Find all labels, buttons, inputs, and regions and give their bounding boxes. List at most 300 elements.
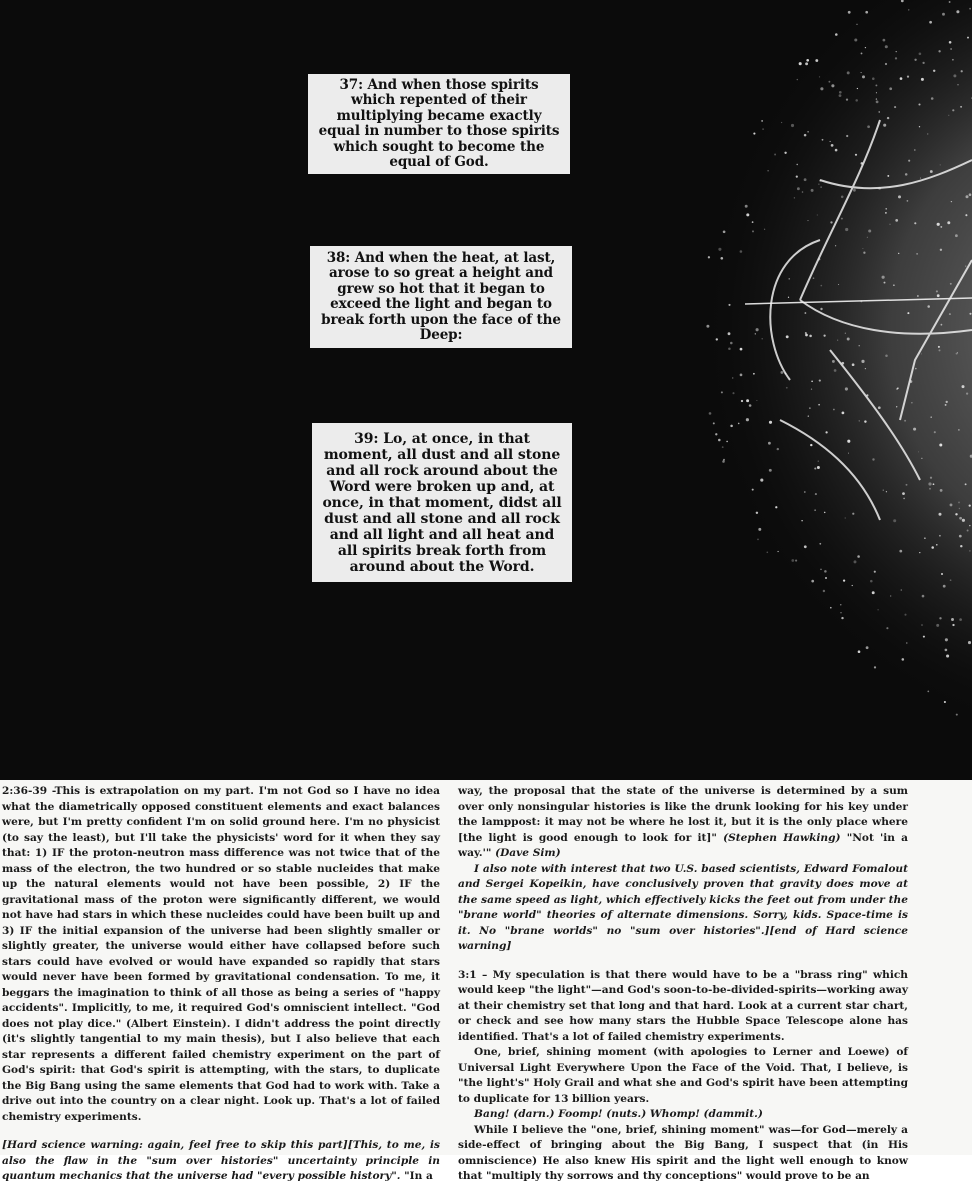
speckle <box>918 451 919 452</box>
speckle <box>840 612 841 613</box>
speckle <box>720 257 723 260</box>
speckle <box>752 221 754 223</box>
speckle <box>730 342 733 345</box>
commentary-3-1: 3:1 – My speculation is that there would have to be a "brass ring" which would keep "the light"—and God's soon-to-be-divided-spirits—working away at their chemistry set that long and that hard. Look at a current star chart, or check and see how many stars the Hubble Space Telescope alone has identified. That's a lot of failed chemistry experiments. <box>458 968 908 1043</box>
speckle <box>797 187 800 190</box>
speckle <box>924 537 926 539</box>
bang-line <box>458 1107 908 1123</box>
speckle <box>838 284 839 285</box>
speckle <box>919 52 922 55</box>
speckle <box>784 152 786 154</box>
sim-quote: "Not 'in a way.'" <box>458 831 908 859</box>
speckle <box>818 461 819 462</box>
speckle <box>813 277 815 279</box>
speckle <box>839 91 842 94</box>
speckle <box>811 580 814 583</box>
speckle <box>756 400 757 401</box>
speckle <box>903 498 905 500</box>
speckle <box>830 221 832 223</box>
speckle <box>943 585 946 588</box>
side-effect-paragraph: While I believe the "one, brief, shining moment" was—for God—merely a side-effect of bringing about the Big Bang, I suspect that (in His omniscience) He also knew His spirit and the light well enough to know that "multiply thy sorrows and thy conceptions" would prove to be an <box>458 1123 908 1182</box>
speckle <box>761 120 763 122</box>
speckle <box>842 412 845 415</box>
speckle <box>780 371 783 374</box>
speckle <box>940 226 942 228</box>
speckle <box>875 84 877 86</box>
speckle <box>722 446 724 448</box>
speckle <box>801 520 802 521</box>
speckle <box>804 178 807 181</box>
speckle <box>818 404 820 406</box>
speckle <box>761 338 762 339</box>
speckle <box>967 530 969 532</box>
speckle <box>863 252 865 254</box>
speckle <box>841 218 843 220</box>
speckle <box>908 160 910 162</box>
speckle <box>949 41 952 44</box>
speckle <box>896 51 897 52</box>
speckle <box>786 387 788 389</box>
speckle <box>921 353 922 354</box>
speckle <box>831 144 834 147</box>
speckle <box>876 92 877 93</box>
speckle <box>927 133 928 134</box>
speckle <box>865 368 866 369</box>
speckle <box>730 425 733 428</box>
speckle <box>953 74 956 77</box>
speckle <box>965 266 966 267</box>
speckle <box>893 284 895 286</box>
speckle <box>811 189 814 192</box>
speckle <box>718 248 721 251</box>
hawking-quote: way, the proposal that the state of the universe is determined by a sum over only nonsingular histories is like the drunk looking for his key under the lamppost: it may not be where he lost it, but it is the only place where [the light is good enough to look for it]" <box>458 785 908 844</box>
speckle <box>936 624 939 627</box>
speckle <box>898 195 901 198</box>
speckle <box>969 525 970 526</box>
speckle <box>824 570 827 573</box>
speckle <box>708 256 710 258</box>
speckle <box>930 170 933 173</box>
speckle <box>753 373 755 375</box>
speckle <box>847 440 850 443</box>
speckle <box>755 333 756 334</box>
speckle <box>946 654 949 657</box>
speckle <box>950 579 952 581</box>
speckle <box>933 483 935 485</box>
speckle <box>794 197 795 198</box>
speckle <box>872 458 874 460</box>
speckle <box>758 528 761 531</box>
speckle <box>896 388 898 390</box>
speckle <box>811 380 813 382</box>
speckle <box>817 466 820 469</box>
speckle <box>746 399 749 402</box>
speckle <box>938 346 940 348</box>
speckle <box>741 400 743 402</box>
speckle <box>843 579 845 581</box>
speckle <box>951 618 954 621</box>
speckle <box>757 539 759 541</box>
gravity-note: I also note with interest that two U.S. based scientists, Edward Fomalout and Sergei Kopeikin, have conclusively proven that gravity does move at the same speed as light, which effectively kicks the feet out from under the "brane world" theories of alternate dimensions. Sorry, kids. Space-time is it. No "brane worlds" no "sum over histories".][end of Hard science warning] <box>458 862 908 952</box>
speckle <box>775 506 777 508</box>
speckle <box>898 253 899 254</box>
speckle <box>965 214 967 216</box>
speckle <box>723 230 726 233</box>
speckle <box>723 459 725 461</box>
right-column <box>458 784 908 1185</box>
speckle <box>901 589 903 591</box>
speckle <box>767 552 769 554</box>
hawking-paragraph <box>458 784 908 862</box>
speckle <box>824 336 825 337</box>
speckle <box>945 638 948 641</box>
speckle <box>969 504 971 506</box>
speckle <box>786 335 789 338</box>
speckle <box>852 585 853 586</box>
speckle <box>930 416 932 418</box>
speckle <box>835 33 838 36</box>
speckle <box>839 94 842 97</box>
speckle <box>918 103 920 105</box>
speckle <box>890 595 891 596</box>
speckle <box>795 560 797 562</box>
speckle <box>868 229 871 232</box>
speckle <box>805 332 807 334</box>
speckle <box>796 176 798 178</box>
speckle <box>882 276 885 279</box>
speckle <box>846 98 848 100</box>
speckle <box>941 573 943 575</box>
speckle <box>732 377 733 378</box>
speckle <box>728 304 730 306</box>
speckle <box>866 646 869 649</box>
speckle <box>904 420 906 422</box>
speckle <box>899 550 902 553</box>
speckle <box>959 517 962 520</box>
speckle <box>934 431 936 433</box>
speckle <box>952 109 954 111</box>
speckle <box>854 560 857 563</box>
speckle <box>921 624 923 626</box>
speckle <box>853 189 856 192</box>
speckle <box>746 213 749 216</box>
speckle <box>923 636 925 638</box>
speckle <box>858 650 861 653</box>
speckle <box>939 444 942 447</box>
speckle <box>728 332 731 335</box>
speckle <box>914 149 916 151</box>
speckle <box>852 363 855 366</box>
speckle <box>769 469 772 472</box>
speckle <box>769 421 772 424</box>
speckle <box>936 544 938 546</box>
speckle <box>940 164 941 165</box>
speckle <box>914 59 916 61</box>
speckle <box>804 312 806 314</box>
speckle <box>822 139 824 141</box>
speckle <box>876 98 877 99</box>
speckle <box>848 453 849 454</box>
speckle <box>941 324 943 326</box>
speckle <box>936 290 938 292</box>
speckle <box>885 45 888 48</box>
speckle <box>886 491 887 492</box>
speckle <box>945 404 947 406</box>
speckle <box>870 580 873 583</box>
speckle <box>931 546 934 549</box>
speckle <box>960 545 962 547</box>
speckle <box>797 79 798 80</box>
speckle <box>969 193 972 196</box>
speckle <box>920 178 921 179</box>
speckle <box>804 134 807 137</box>
speckle <box>893 519 896 522</box>
speckle <box>939 617 941 619</box>
speckle <box>830 607 832 609</box>
speckle <box>966 393 968 395</box>
speckle <box>931 97 934 100</box>
speckle <box>949 1 951 3</box>
speckle <box>895 219 898 222</box>
speckle <box>887 175 889 177</box>
speckle <box>856 24 857 25</box>
hard-science-paragraph <box>2 1138 440 1185</box>
speckle <box>806 59 809 62</box>
speckle <box>938 513 941 516</box>
speckle <box>962 519 965 522</box>
speckle <box>930 477 932 479</box>
speckle <box>957 84 958 85</box>
speckle <box>956 10 959 13</box>
left-column <box>2 784 440 1185</box>
speckle <box>952 59 954 61</box>
speckle <box>906 642 907 643</box>
speckle <box>950 48 952 50</box>
speckle <box>768 442 771 445</box>
speckle <box>872 591 875 594</box>
speckle <box>861 72 862 73</box>
speckle <box>889 224 890 225</box>
speckle <box>825 577 827 579</box>
speckle <box>911 402 912 403</box>
speckle <box>872 77 875 80</box>
speckle <box>709 412 712 415</box>
speckle <box>960 106 962 108</box>
speckle <box>847 338 850 341</box>
speckle <box>796 164 797 165</box>
speckle <box>862 75 865 78</box>
speckle <box>862 248 863 249</box>
speckle <box>883 39 886 42</box>
speckle <box>774 154 776 156</box>
speckle <box>833 409 835 411</box>
speckle <box>855 99 858 102</box>
speckle <box>896 406 897 407</box>
speckle <box>752 489 754 491</box>
speckle <box>835 245 836 246</box>
speckle <box>865 11 868 14</box>
speckle <box>887 117 889 119</box>
speckle <box>781 122 782 123</box>
speckle <box>825 431 827 433</box>
speckle <box>877 609 878 610</box>
speckle <box>745 205 748 208</box>
speckle <box>746 418 749 421</box>
speckle <box>819 76 820 77</box>
speckle <box>938 50 940 52</box>
speckle <box>937 294 940 297</box>
speckle <box>865 47 866 48</box>
speckle <box>889 87 892 90</box>
speckle <box>715 433 717 435</box>
speckle <box>789 278 790 279</box>
speckle <box>939 535 941 537</box>
speckle <box>837 340 838 341</box>
speckle <box>969 313 971 315</box>
speckle <box>952 624 954 626</box>
speckle <box>716 338 718 340</box>
speckle <box>740 348 743 351</box>
caption-verse-37: 37: And when those spirits which repented of their multiplying became exactly equal in number to those spirits which sought to become the equal of God. <box>308 74 570 174</box>
quote-start: "In a <box>400 1170 433 1182</box>
speckle <box>902 492 905 495</box>
speckle <box>820 87 823 90</box>
speckle <box>913 428 916 431</box>
speckle <box>946 401 948 403</box>
speckle <box>895 57 897 59</box>
speckle <box>906 484 908 486</box>
speckle <box>927 305 930 308</box>
speckle <box>959 535 962 538</box>
speckle <box>947 221 950 224</box>
speckle <box>857 88 858 89</box>
speckle <box>791 124 794 127</box>
speckle <box>966 195 969 198</box>
speckle <box>722 460 725 463</box>
speckle <box>948 115 949 116</box>
speckle <box>811 389 812 390</box>
speckle <box>956 714 958 716</box>
speckle <box>967 37 969 39</box>
speckle <box>916 253 918 255</box>
speckle <box>818 184 819 185</box>
speckle <box>927 691 929 693</box>
speckle <box>852 513 854 515</box>
speckle <box>804 545 807 548</box>
speckle <box>845 333 846 334</box>
speckle <box>823 590 825 592</box>
speckle <box>969 550 970 551</box>
speckle <box>879 111 880 112</box>
speckle <box>945 649 948 652</box>
caption-verse-39: 39: Lo, at once, in that moment, all dust and all stone and all rock around about the Word were broken up and, at once, in that moment, didst all dust and all stone and all rock and all light and all heat and all spirits break forth from around about the Word. <box>312 423 572 582</box>
speckle <box>900 77 903 80</box>
speckle <box>961 70 963 72</box>
speckle <box>907 200 909 202</box>
speckle <box>777 448 779 450</box>
speckle <box>915 368 917 370</box>
speckle <box>958 501 960 503</box>
speckle <box>969 8 971 10</box>
bang-text: Bang! (darn.) Foomp! (nuts.) Whomp! (dammit.) <box>474 1108 763 1120</box>
speckle <box>820 285 822 287</box>
speckle <box>951 201 952 202</box>
gravity-paragraph <box>458 862 908 955</box>
speckle <box>874 666 876 668</box>
speckle <box>867 125 870 128</box>
speckle <box>762 128 764 130</box>
speckle <box>929 21 932 24</box>
speckle <box>905 173 908 176</box>
speckle <box>919 552 920 553</box>
speckle <box>764 229 765 230</box>
commentary-paragraph: 2:36-39 -This is extrapolation on my part. I'm not God so I have no idea what the diametrically opposed constituent elements and exact balances were, but I'm pretty confident I'm on solid ground here. I'm no physicist (to say the least), but I'll take the physicists' word for it when they say that: 1) IF the proton-neutron mass difference was not twice that of the mass of the electron, the two hundred or so stable nucleides that make up the natural elements would not have been possible, 2) IF the gravitational mass of the proton were significantly different, we would not have had stars in which these nucleides could have been built up and 3) IF the initial expansion of the universe had been slightly smaller or slightly greater, the universe would either have collapsed before such stars could have evolved or would have expanded so rapidly that stars would never have been formed by gravitational condensation. To me, it beggars the imagination to think of all those as being a series of "happy accidents". Implicitly, to me, it required God's omniscient intellect. "God does not play dice." (Albert Einstein). I didn't address the point directly (it's slightly tangential to my main thesis), but I also believe that each star represents a different failed chemistry experiment on the part of God's spirit: that God's spirit is attempting, with the stars, to duplicate the Big Bang using the same elements that God had to work with. Take a drive out into the country on a clear night. Look up. That's a lot of failed chemistry experiments. <box>2 785 440 1123</box>
speckle <box>919 126 920 127</box>
speckle <box>940 489 943 492</box>
speckle <box>937 223 940 226</box>
speckle <box>809 335 812 338</box>
speckle <box>815 59 818 62</box>
speckle <box>884 282 886 284</box>
speckle <box>917 295 919 297</box>
speckle <box>904 614 906 616</box>
speckle <box>820 308 822 310</box>
speckle <box>738 423 740 425</box>
speckle <box>809 407 810 408</box>
speckle <box>939 349 941 351</box>
speckle <box>883 124 886 127</box>
speckle <box>740 374 743 377</box>
speckle <box>949 313 951 315</box>
speckle <box>883 490 884 491</box>
speckle <box>940 249 942 251</box>
speckle <box>907 76 909 78</box>
speckle <box>756 512 758 514</box>
speckle <box>814 467 816 469</box>
speckle <box>907 312 909 314</box>
speckle <box>845 387 848 390</box>
speckle <box>799 62 802 65</box>
speckle <box>885 208 886 209</box>
speckle <box>713 422 715 424</box>
speckle <box>706 325 709 328</box>
speckle <box>802 191 804 193</box>
speckle <box>817 214 818 215</box>
speckle <box>921 78 924 81</box>
speckle <box>956 353 958 355</box>
speckle <box>962 385 965 388</box>
speckle <box>864 420 866 422</box>
hard-science-warning: [Hard science warning: again, feel free to skip this part][This, to me, is also the flaw in the "sum over histories" uncertainty principle in quantum mechanics that the universe had "every possible history". <box>2 1139 440 1182</box>
speckle <box>861 52 863 54</box>
speckle <box>807 220 808 221</box>
speckle <box>959 508 960 509</box>
speckle <box>846 135 848 137</box>
speckle <box>753 133 755 135</box>
speckle <box>859 420 860 421</box>
speckle <box>841 617 843 619</box>
speckle <box>835 149 838 152</box>
speckle <box>828 81 830 83</box>
speckle <box>726 441 727 442</box>
speckle <box>728 348 731 351</box>
speckle <box>845 228 848 231</box>
speckle <box>867 237 868 238</box>
shining-moment-paragraph: One, brief, shining moment (with apologies to Lerner and Loewe) of Universal Light Everywhere Upon the Face of the Void. That, I believe, is "the light's" Holy Grail and what she and God's spirit have been attempting to duplicate for 13 billion years. <box>458 1046 908 1105</box>
speckle <box>885 63 887 65</box>
speckle <box>804 491 806 493</box>
speckle <box>885 212 887 214</box>
